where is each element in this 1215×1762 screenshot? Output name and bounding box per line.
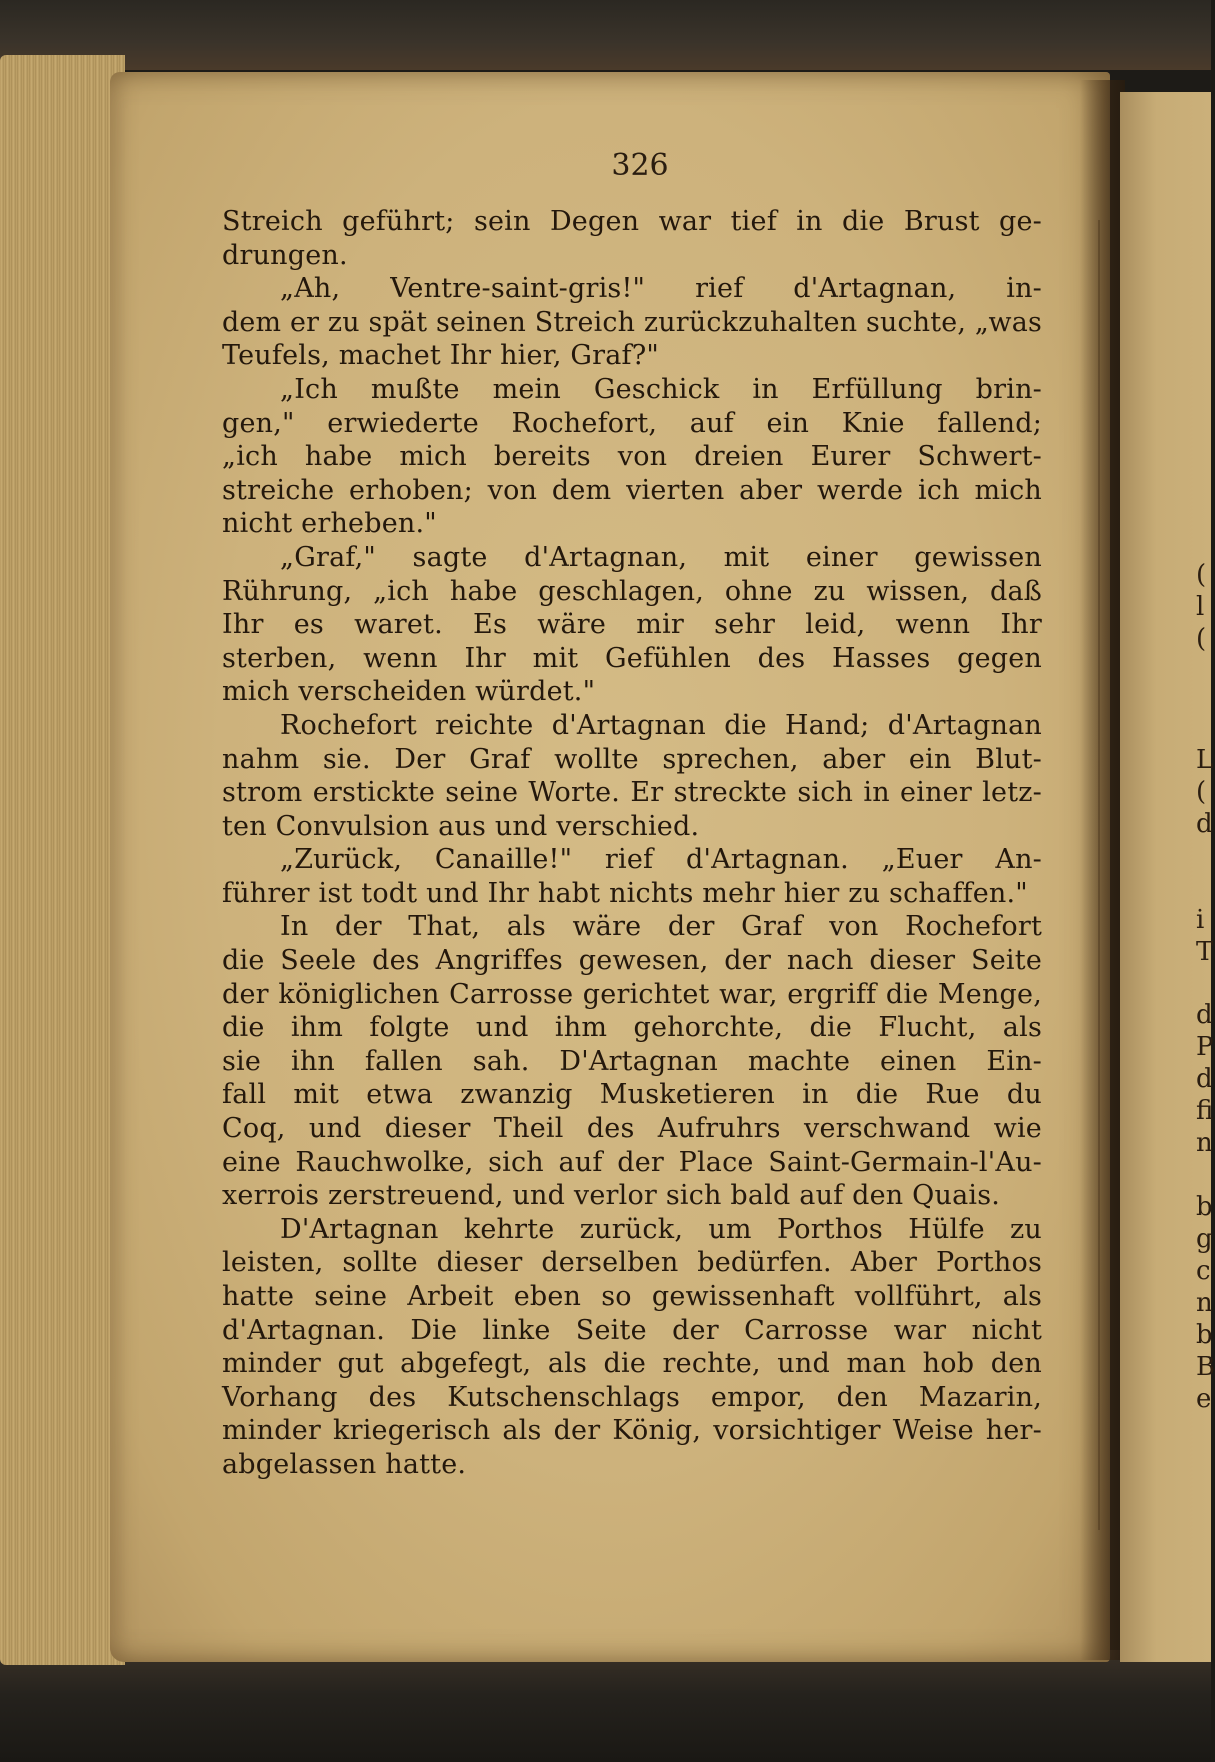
facing-page-letter: l: [1196, 592, 1205, 622]
facing-page-sliver: [1120, 92, 1214, 1662]
text-line: In der That, als wäre der Graf von Rochefort: [280, 911, 1042, 943]
text-line: eine Rauchwolke, sich auf der Place Saint-Germain-l'Au-: [222, 1146, 1042, 1178]
text-line: strom erstickte seine Worte. Er streckte sich in einer letz-: [222, 777, 1042, 809]
text-line: nicht erheben.": [222, 508, 437, 540]
text-line: minder gut abgefegt, als die rechte, und man hob den: [222, 1348, 1042, 1380]
page-edge-stack: [0, 55, 125, 1665]
facing-page-letter: d: [1196, 809, 1213, 839]
book-cover-top: [0, 0, 1211, 70]
text-line: d'Artagnan. Die linke Seite der Carrosse war nicht: [222, 1314, 1042, 1346]
text-line: minder kriegerisch als der König, vorsichtiger Weise her-: [222, 1415, 1042, 1447]
text-line: xerrois zerstreuend, und verlor sich bald auf den Quais.: [222, 1180, 1001, 1212]
text-line: der königlichen Carrosse gerichtet war, ergriff die Menge,: [222, 978, 1042, 1010]
text-line: die ihm folgte und ihm gehorchte, die Flucht, als: [222, 1012, 1042, 1044]
text-line: drungen.: [222, 239, 348, 271]
page-number: 326: [611, 148, 669, 183]
text-line: ten Convulsion aus und verschied.: [222, 810, 700, 842]
text-line: leisten, sollte dieser derselben bedürfen. Aber Porthos: [222, 1247, 1042, 1279]
text-line: „Ah, Ventre-saint-gris!" rief d'Artagnan, in-: [280, 273, 1042, 305]
body-text: [222, 205, 1042, 1575]
margin-rule: [1098, 220, 1100, 1530]
facing-page-letter: P: [1196, 1032, 1214, 1062]
text-line: die Seele des Angriffes gewesen, der nach dieser Seite: [222, 945, 1042, 977]
text-line: „Zurück, Canaille!" rief d'Artagnan. „Euer An-: [280, 844, 1042, 876]
facing-page-letter: T: [1196, 937, 1214, 967]
paragraph: [222, 272, 1042, 373]
text-line: gen," erwiederte Rochefort, auf ein Knie fallend;: [222, 407, 1042, 439]
text-line: „ich habe mich bereits von dreien Eurer Schwert-: [222, 441, 1042, 473]
text-line: dem er zu spät seinen Streich zurückzuhalten suchte, „was: [222, 306, 1042, 338]
facing-page-letter: i: [1196, 905, 1205, 935]
text-line: nahm sie. Der Graf wollte sprechen, aber ein Blut-: [222, 743, 1042, 775]
facing-page-letter: fi: [1196, 1096, 1214, 1126]
text-line: führer ist todt und Ihr habt nichts mehr hier zu schaffen.": [222, 877, 1028, 909]
facing-page-letter: n: [1196, 1128, 1213, 1158]
text-line: hatte seine Arbeit eben so gewissenhaft vollführt, als: [222, 1281, 1042, 1312]
text-line: streiche erhoben; von dem vierten aber werde ich mich: [222, 474, 1042, 506]
facing-page-letter: e: [1196, 1384, 1212, 1414]
facing-page-letter: b: [1196, 1192, 1213, 1222]
paragraph: [222, 843, 1042, 910]
text-line: „Graf," sagte d'Artagnan, mit einer gewissen: [280, 541, 1042, 573]
facing-page-letter: (: [1196, 777, 1207, 807]
paragraph: [222, 541, 1042, 709]
text-line: D'Artagnan kehrte zurück, um Porthos Hülfe zu: [280, 1213, 1042, 1245]
facing-page-letter: L: [1196, 745, 1214, 775]
text-line: Streich geführt; sein Degen war tief in die Brust ge-: [222, 206, 1042, 237]
facing-page-letter: (: [1196, 624, 1207, 654]
facing-page-letter: d: [1196, 1064, 1213, 1094]
text-line: mich verscheiden würdet.": [222, 676, 596, 708]
text-line: sterben, wenn Ihr mit Gefühlen des Hasses gegen: [222, 642, 1042, 674]
text-line: sie ihn fallen sah. D'Artagnan machte einen Ein-: [222, 1045, 1042, 1077]
paragraph: [222, 205, 1042, 272]
facing-page-letter: d: [1196, 1000, 1213, 1030]
paragraph: [222, 373, 1042, 541]
paragraph: [222, 709, 1042, 843]
text-line: Ihr es waret. Es wäre mir sehr leid, wenn Ihr: [222, 609, 1042, 641]
facing-page-letter: b: [1196, 1320, 1213, 1350]
text-line: Coq, und dieser Theil des Aufruhrs verschwand wie: [222, 1113, 1042, 1145]
facing-page-letter: (: [1196, 560, 1207, 590]
text-line: Vorhang des Kutschenschlags empor, den Mazarin,: [222, 1381, 1042, 1413]
book-gutter-shadow: [1080, 80, 1125, 1660]
paragraph: [222, 910, 1042, 1212]
facing-page-letter: B: [1196, 1352, 1215, 1382]
text-line: „Ich mußte mein Geschick in Erfüllung brin-: [280, 373, 1042, 405]
text-line: Teufels, machet Ihr hier, Graf?": [222, 340, 660, 372]
text-line: Rührung, „ich habe geschlagen, ohne zu wissen, daß: [222, 575, 1042, 607]
paragraph: [222, 1213, 1042, 1482]
book-cover-bottom: [0, 1650, 1211, 1762]
text-line: abgelassen hatte.: [222, 1448, 467, 1480]
text-line: Rochefort reichte d'Artagnan die Hand; d'Artagnan: [280, 709, 1042, 741]
facing-page-letter: c: [1196, 1256, 1211, 1286]
facing-page-letter: n: [1196, 1288, 1213, 1318]
facing-page-letter: g: [1196, 1224, 1213, 1254]
text-line: fall mit etwa zwanzig Musketieren in die Rue du: [222, 1079, 1042, 1111]
